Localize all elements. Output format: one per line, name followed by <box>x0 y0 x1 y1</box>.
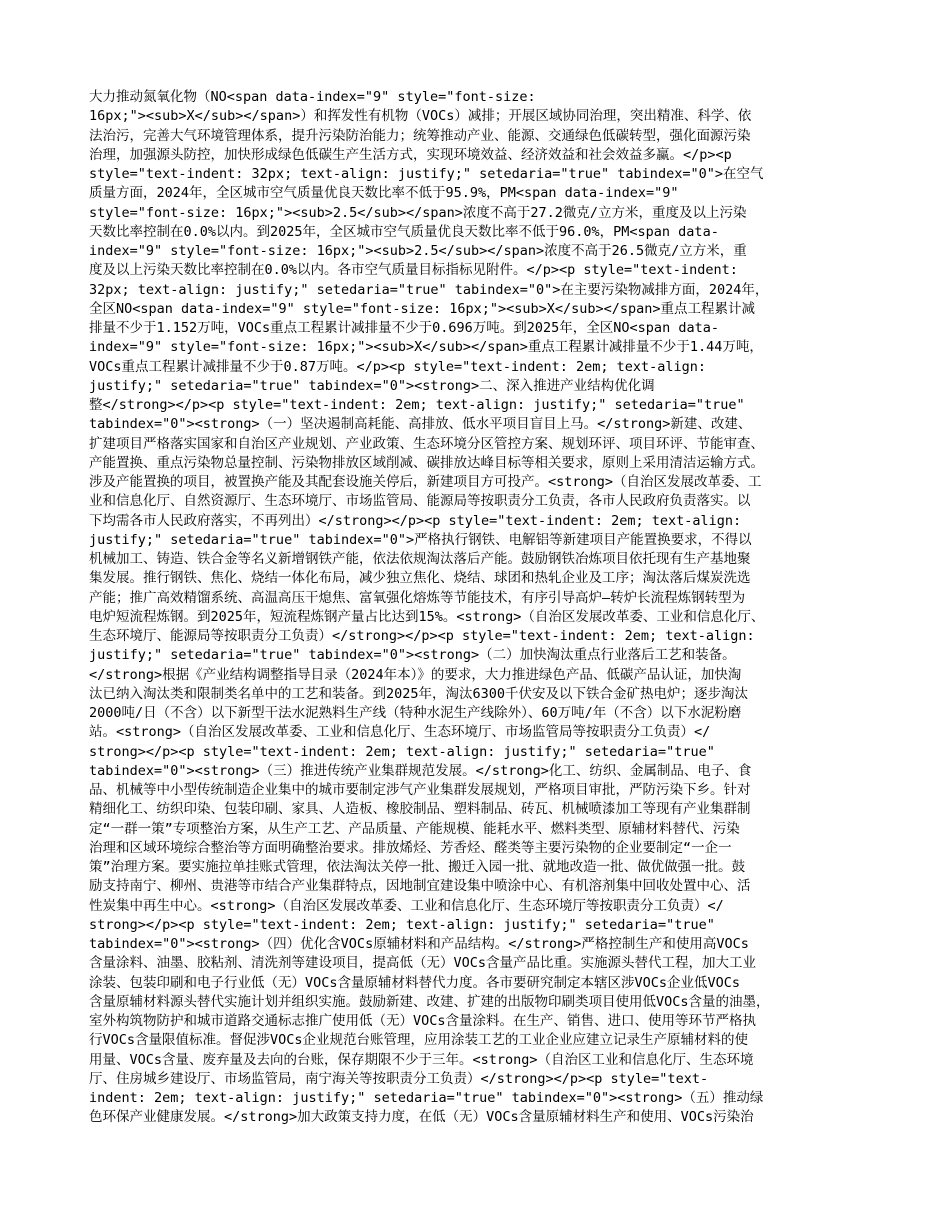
text-line: 室外构筑物防护和城市道路交通标志推广使用低（无）VOCs含量涂料。在生产、销售、进口、使用等环节严格执 <box>89 1013 757 1029</box>
text-line: </strong>根据《产业结构调整指导目录（2024年本）》的要求，大力推进绿色产品、低碳产品认证，加快淘 <box>89 666 742 683</box>
text-line: indent: 2em; text-align: justify;" setedaria="true" tabindex="0"><strong>（五）推动绿 <box>89 1090 764 1106</box>
text-line: tabindex="0"><strong>（四）优化含VOCs原辅材料和产品结构。</strong>严格控制生产和使用高VOCs <box>89 936 749 952</box>
text-line: 32px; text-align: justify;" setedaria="true" tabindex="0">在主要污染物减排方面，2024年， <box>89 281 769 298</box>
text-line: 品、机械等中小型传统制造企业集中的城市要制定涉气产业集群发展规划，严格项目审批，严防污染下乡。针对 <box>89 782 751 798</box>
text-line: tabindex="0"><strong>（一）坚决遏制高耗能、高排放、低水平项目盲目上马。</strong>新建、改建、 <box>89 416 752 433</box>
text-line: 性炭集中再生中心。<strong>（自治区发展改革委、工业和信息化厅、生态环境厅等按职责分工负责）</ <box>89 897 724 914</box>
text-line: style="text-indent: 32px; text-align: justify;" setedaria="true" tabindex="0">在空气 <box>89 166 764 182</box>
text-line: 机械加工、铸造、铁合金等名义新增钢铁产能，依法依规淘汰落后产能。鼓励钢铁冶炼项目依托现有生产基地聚 <box>89 551 751 567</box>
text-line: 产能；推广高效精馏系统、高温高压干熄焦、富氧强化熔炼等节能技术，有序引导高炉—转炉长流程炼钢转型为 <box>89 589 746 606</box>
text-line: 生态环境厅、能源局等按职责分工负责）</strong></p><p style="text-indent: 2em; text-align: <box>89 628 755 644</box>
text-line: 扩建项目严格落实国家和自治区产业规划、产业政策、生态环境分区管控方案、规划环评、项目环评、节能审查、 <box>89 435 764 452</box>
text-line: 含量原辅材料源头替代实施计划并组织实施。鼓励新建、改建、扩建的出版物印刷类项目使用低VOCs含量的油墨， <box>89 993 770 1010</box>
text-line: 色环保产业健康发展。</strong>加大政策支持力度，在低（无）VOCs含量原辅材料生产和使用、VOCs污染治 <box>89 1109 754 1126</box>
text-line: 大力推动氮氧化物（NO<span data-index="9" style="font-size: <box>89 89 536 105</box>
text-line: style="font-size: 16px;"><sub>2.5</sub></span>浓度不高于27.2微克/立方米，重度及以上污染 <box>89 204 747 221</box>
text-line: 用量、VOCs含量、废弃量及去向的台账，保存期限不少于三年。<strong>（自治区工业和信息化厅、生态环境 <box>89 1051 754 1068</box>
text-line: 下均需各市人民政府落实，不再列出）</strong></p><p style="text-indent: 2em; text-align: <box>89 512 742 529</box>
text-line: 产能置换、重点污染物总量控制、污染物排放区域削减、碳排放达峰目标等相关要求，原则上采用清洁运输方式。 <box>89 454 764 471</box>
text-line: 厅、住房城乡建设厅、市场监管局，南宁海关等按职责分工负责）</strong></p><p style="text- <box>89 1070 709 1087</box>
text-line: index="9" style="font-size: 16px;"><sub>2.5</sub></span>浓度不高于26.5微克/立方米，重 <box>89 243 747 259</box>
text-line: VOCs重点工程累计减排量不少于0.87万吨。</p><p style="text-indent: 2em; text-align: <box>89 358 707 375</box>
text-line: 汰已纳入淘汰类和限制类名单中的工艺和装备。到2025年，淘汰6300千伏安及以下铁合金矿热电炉；逐步淘汰 <box>89 685 749 702</box>
text-line: 含量涂料、油墨、胶粘剂、清洗剂等建设项目，提高低（无）VOCs含量产品比重。实施源头替代工程，加大工业 <box>89 955 757 972</box>
text-line: strong></p><p style="text-indent: 2em; text-align: justify;" setedaria="true" <box>89 916 715 933</box>
text-line: 2000吨/日（不含）以下新型干法水泥熟料生产线（特种水泥生产线除外）、60万吨/年（不含）以下水泥粉磨 <box>89 705 742 721</box>
text-line <box>89 1128 867 1147</box>
document-body <box>89 88 867 1166</box>
text-line: justify;" setedaria="true" tabindex="0"><strong>二、深入推进产业结构优化调 <box>89 377 655 394</box>
text-line: 涉及产能置换的项目，被置换产能及其配套设施关停后，新建项目方可投产。<strong>（自治区发展改革委、工 <box>89 474 762 490</box>
text-line: 集发展。推行钢铁、焦化、烧结一体化布局，减少独立焦化、烧结、球团和热轧企业及工序；淘汰落后煤炭洗选 <box>89 570 751 587</box>
text-line <box>89 1147 867 1166</box>
text-line: 度及以上污染天数比率控制在0.0%以内。各市空气质量目标指标见附件。</p><p style="text-indent: <box>89 262 738 279</box>
text-line: tabindex="0"><strong>（三）推进传统产业集群规范发展。</strong>化工、纺织、金属制品、电子、食 <box>89 762 752 779</box>
text-line: 治理和区域环境综合整治等方面明确整治要求。排放烯烃、芳香烃、醛类等主要污染物的企业要制定“一企一 <box>89 839 732 856</box>
text-line: 涂装、包装印刷和电子行业低（无）VOCs含量原辅材料替代力度。各市要研究制定本辖区涉VOCs企业低VOCs <box>89 974 741 991</box>
text-line: 16px;"><sub>X</sub></span>）和挥发性有机物（VOCs）减排；开展区域协同治理，突出精准、科学、依 <box>89 108 752 125</box>
text-line: 行VOCs含量限值标准。督促涉VOCs企业规范台账管理，应用涂装工艺的工业企业应建立记录生产原辅材料的使 <box>89 1032 749 1049</box>
text-line: 站。<strong>（自治区发展改革委、工业和信息化厅、生态环境厅、市场监管局等按职责分工负责）</ <box>89 724 711 741</box>
text-line: 业和信息化厅、自然资源厅、生态环境厅、市场监管局、能源局等按职责分工负责，各市人民政府负责落实。以 <box>89 493 751 510</box>
text-line: 治理，加强源头防控，加快形成绿色低碳生产生活方式，实现环境效益、经济效益和社会效益多赢。</p><p <box>89 146 732 163</box>
text-line: 天数比率控制在0.0%以内。到2025年，全区城市空气质量优良天数比率不低于96.0%，PM<span data- <box>89 223 719 240</box>
text-line: 排量不少于1.152万吨，VOCs重点工程累计减排量不少于0.696万吨。到2025年，全区NO<span data- <box>89 320 719 336</box>
text-line: 质量方面，2024年，全区城市空气质量优良天数比率不低于95.9%，PM<span data-index="9" <box>89 185 679 202</box>
text-line: strong></p><p style="text-indent: 2em; text-align: justify;" setedaria="true" <box>89 743 715 760</box>
text-line: 策”治理方案。要实施拉单挂账式管理，依法淘汰关停一批、搬迁入园一批、就地改造一批、做优做强一批。鼓 <box>89 859 746 875</box>
text-line: 全区NO<span data-index="9" style="font-size: 16px;"><sub>X</sub></span>重点工程累计减 <box>89 300 756 317</box>
text-line: justify;" setedaria="true" tabindex="0">严格执行钢铁、电解铝等新建项目产能置换要求，不得以 <box>89 531 752 548</box>
text-line: 励支持南宁、柳州、贵港等市结合产业集群特点，因地制宜建设集中喷涂中心、有机溶剂集中回收处置中心、活 <box>89 878 751 895</box>
text-line: 精细化工、纺织印染、包装印刷、家具、人造板、橡胶制品、塑料制品、砖瓦、机械喷漆加工等现有产业集群制 <box>89 801 751 818</box>
text-line: 电炉短流程炼钢。到2025年，短流程炼钢产量占比达到15%。<strong>（自治区发展改革委、工业和信息化厅、 <box>89 608 765 625</box>
text-line: 法治污，完善大气环境管理体系，提升污染防治能力；统筹推动产业、能源、交通绿色低碳转型，强化面源污染 <box>89 127 751 144</box>
text-line: index="9" style="font-size: 16px;"><sub>X</sub></span>重点工程累计减排量不少于1.44万吨， <box>89 339 763 356</box>
text-line: justify;" setedaria="true" tabindex="0"><strong>（二）加快淘汰重点行业落后工艺和装备。 <box>89 647 736 664</box>
text-line: 整</strong></p><p style="text-indent: 2em; text-align: justify;" setedaria="true" <box>89 397 745 413</box>
text-line: 定“一群一策”专项整治方案，从生产工艺、产品质量、产能规模、能耗水平、燃料类型、原辅材料替代、污染 <box>89 820 740 837</box>
